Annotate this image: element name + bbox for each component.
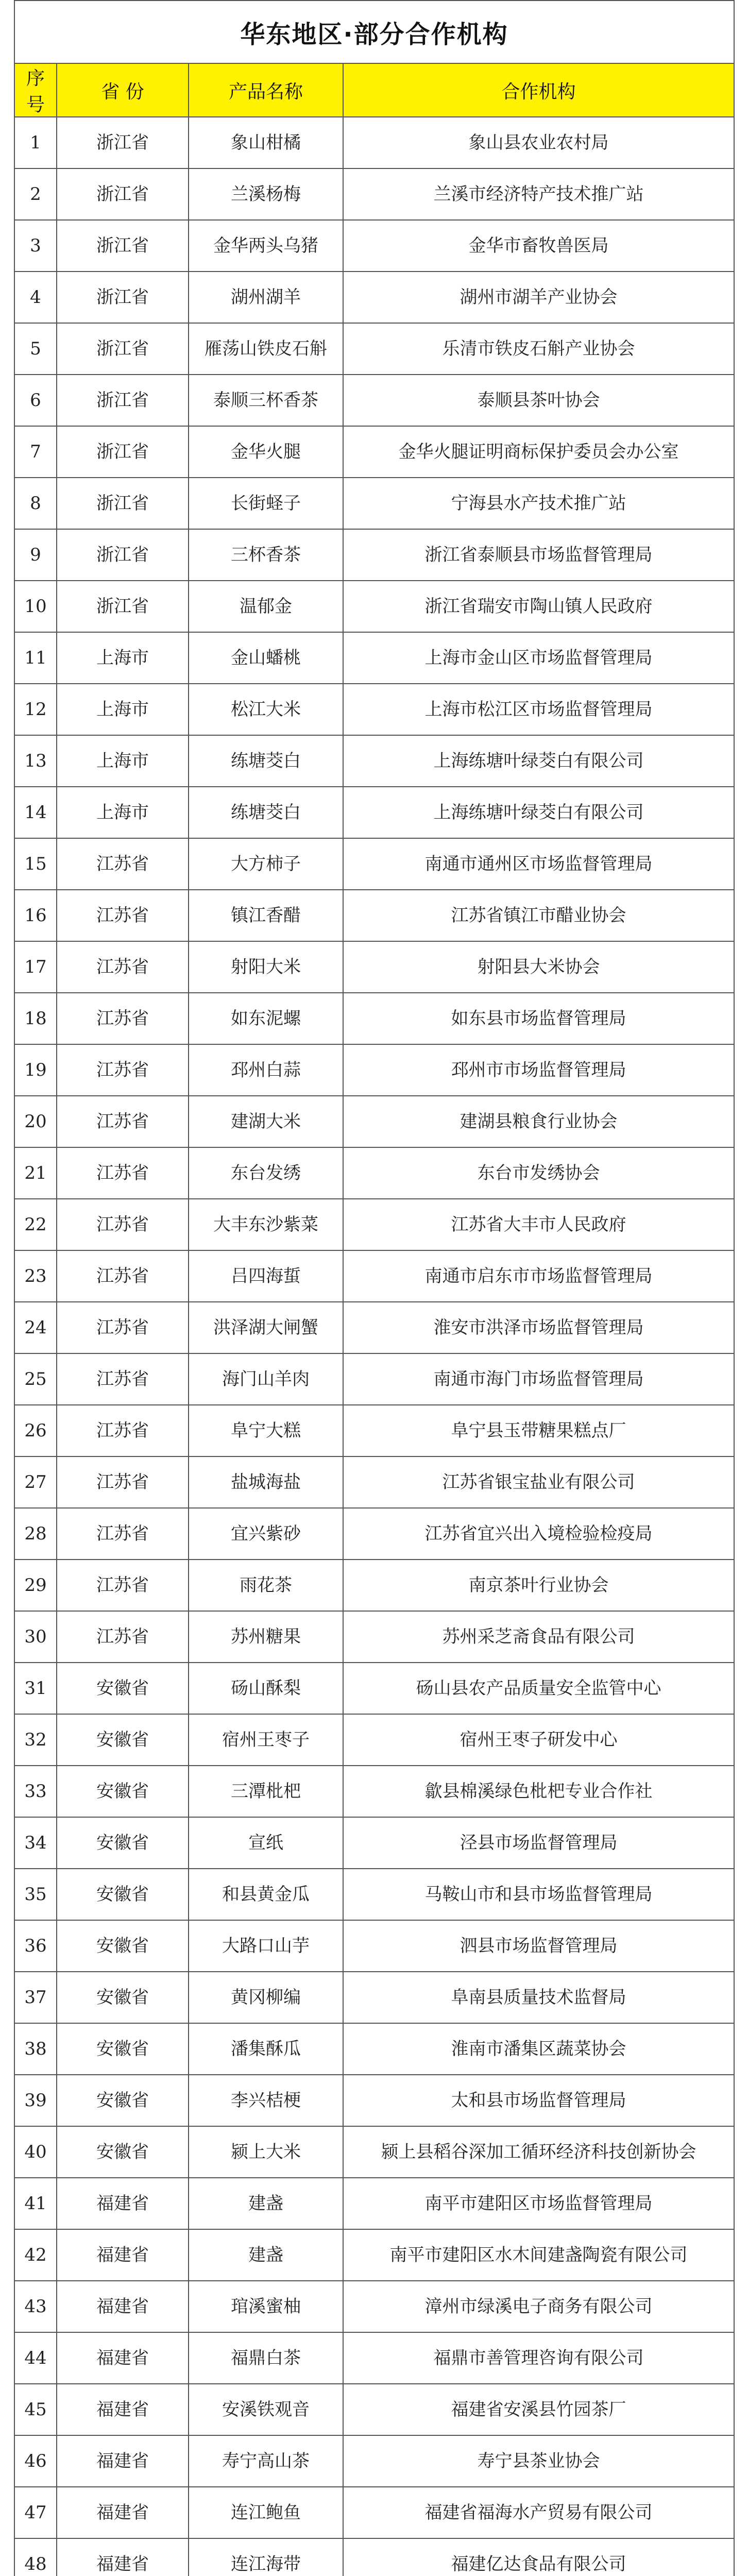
row-index: 3 <box>14 220 57 272</box>
table-row <box>14 1405 734 1456</box>
row-index: 10 <box>14 581 57 632</box>
row-index: 44 <box>14 2332 57 2384</box>
row-org: 宁海县水产技术推广站 <box>343 478 734 529</box>
row-index: 45 <box>14 2384 57 2435</box>
row-index: 48 <box>14 2538 57 2576</box>
row-product: 吕四海蜇 <box>189 1250 343 1302</box>
row-province: 安徽省 <box>57 2126 189 2178</box>
row-index: 20 <box>14 1096 57 1147</box>
row-org: 阜南县质量技术监督局 <box>343 1972 734 2023</box>
header-index: 序号 <box>14 63 57 117</box>
row-org: 上海练塘叶绿茭白有限公司 <box>343 787 734 838</box>
row-org: 淮南市潘集区蔬菜协会 <box>343 2023 734 2075</box>
table-row <box>14 2229 734 2281</box>
row-index: 5 <box>14 323 57 375</box>
row-index: 37 <box>14 1972 57 2023</box>
row-index: 17 <box>14 941 57 993</box>
row-product: 三杯香茶 <box>189 529 343 581</box>
row-org: 太和县市场监督管理局 <box>343 2075 734 2126</box>
row-index: 27 <box>14 1456 57 1508</box>
row-org: 南平市建阳区市场监督管理局 <box>343 2178 734 2229</box>
row-org: 福建省福海水产贸易有限公司 <box>343 2487 734 2538</box>
row-province: 江苏省 <box>57 890 189 941</box>
row-index: 8 <box>14 478 57 529</box>
row-org: 砀山县农产品质量安全监管中心 <box>343 1663 734 1714</box>
row-org: 宿州王枣子研发中心 <box>343 1714 734 1766</box>
row-org: 南京茶叶行业协会 <box>343 1560 734 1611</box>
row-province: 安徽省 <box>57 2075 189 2126</box>
row-org: 南通市通州区市场监督管理局 <box>343 838 734 890</box>
row-province: 浙江省 <box>57 529 189 581</box>
row-product: 洪泽湖大闸蟹 <box>189 1302 343 1353</box>
row-province: 上海市 <box>57 632 189 684</box>
table-row <box>14 1044 734 1096</box>
table-row <box>14 323 734 375</box>
row-index: 13 <box>14 735 57 787</box>
table-row <box>14 117 734 168</box>
row-province: 江苏省 <box>57 1353 189 1405</box>
row-province: 上海市 <box>57 735 189 787</box>
table-row <box>14 2538 734 2576</box>
row-product: 和县黄金瓜 <box>189 1869 343 1920</box>
row-index: 23 <box>14 1250 57 1302</box>
row-product: 建盏 <box>189 2178 343 2229</box>
row-product: 练塘茭白 <box>189 787 343 838</box>
row-product: 盐城海盐 <box>189 1456 343 1508</box>
row-org: 江苏省银宝盐业有限公司 <box>343 1456 734 1508</box>
row-org: 马鞍山市和县市场监督管理局 <box>343 1869 734 1920</box>
row-product: 金山蟠桃 <box>189 632 343 684</box>
row-product: 金华两头乌猪 <box>189 220 343 272</box>
row-index: 26 <box>14 1405 57 1456</box>
row-index: 32 <box>14 1714 57 1766</box>
header-province: 省 份 <box>57 63 189 117</box>
table-row <box>14 1817 734 1869</box>
table-row <box>14 2384 734 2435</box>
row-org: 兰溪市经济特产技术推广站 <box>343 168 734 220</box>
row-org: 漳州市绿溪电子商务有限公司 <box>343 2281 734 2332</box>
row-product: 李兴桔梗 <box>189 2075 343 2126</box>
table-row <box>14 220 734 272</box>
row-org: 湖州市湖羊产业协会 <box>343 272 734 323</box>
row-org: 射阳县大米协会 <box>343 941 734 993</box>
header-product: 产品名称 <box>189 63 343 117</box>
row-product: 雁荡山铁皮石斛 <box>189 323 343 375</box>
row-product: 练塘茭白 <box>189 735 343 787</box>
row-org: 上海市金山区市场监督管理局 <box>343 632 734 684</box>
row-org: 南通市海门市场监督管理局 <box>343 1353 734 1405</box>
row-org: 象山县农业农村局 <box>343 117 734 168</box>
row-index: 2 <box>14 168 57 220</box>
row-org: 江苏省宜兴出入境检验检疫局 <box>343 1508 734 1560</box>
row-org: 江苏省镇江市醋业协会 <box>343 890 734 941</box>
table-row <box>14 1560 734 1611</box>
table-row <box>14 2075 734 2126</box>
row-index: 4 <box>14 272 57 323</box>
row-index: 1 <box>14 117 57 168</box>
row-province: 上海市 <box>57 787 189 838</box>
table-row <box>14 890 734 941</box>
row-product: 如东泥螺 <box>189 993 343 1044</box>
row-index: 30 <box>14 1611 57 1663</box>
row-index: 33 <box>14 1766 57 1817</box>
header-org: 合作机构 <box>343 63 734 117</box>
row-province: 浙江省 <box>57 168 189 220</box>
table-row <box>14 2281 734 2332</box>
row-org: 泗县市场监督管理局 <box>343 1920 734 1972</box>
row-product: 三潭枇杷 <box>189 1766 343 1817</box>
row-index: 7 <box>14 426 57 478</box>
row-province: 浙江省 <box>57 581 189 632</box>
row-product: 邳州白蒜 <box>189 1044 343 1096</box>
row-index: 25 <box>14 1353 57 1405</box>
row-province: 安徽省 <box>57 1869 189 1920</box>
row-org: 颍上县稻谷深加工循环经济科技创新协会 <box>343 2126 734 2178</box>
row-product: 潘集酥瓜 <box>189 2023 343 2075</box>
table-row <box>14 478 734 529</box>
row-index: 35 <box>14 1869 57 1920</box>
row-index: 36 <box>14 1920 57 1972</box>
row-product: 宜兴紫砂 <box>189 1508 343 1560</box>
table-row <box>14 941 734 993</box>
table-row <box>14 529 734 581</box>
row-org: 歙县棉溪绿色枇杷专业合作社 <box>343 1766 734 1817</box>
row-index: 9 <box>14 529 57 581</box>
row-province: 浙江省 <box>57 478 189 529</box>
row-product: 建湖大米 <box>189 1096 343 1147</box>
row-index: 15 <box>14 838 57 890</box>
row-org: 阜宁县玉带糖果糕点厂 <box>343 1405 734 1456</box>
table-row <box>14 426 734 478</box>
row-product: 镇江香醋 <box>189 890 343 941</box>
row-province: 福建省 <box>57 2384 189 2435</box>
table-row <box>14 2126 734 2178</box>
row-org: 泰顺县茶叶协会 <box>343 375 734 426</box>
table-row <box>14 1353 734 1405</box>
row-province: 福建省 <box>57 2538 189 2576</box>
row-province: 浙江省 <box>57 117 189 168</box>
row-province: 福建省 <box>57 2435 189 2487</box>
row-product: 黄冈柳编 <box>189 1972 343 2023</box>
row-product: 泰顺三杯香茶 <box>189 375 343 426</box>
row-index: 42 <box>14 2229 57 2281</box>
table-row <box>14 2332 734 2384</box>
row-province: 江苏省 <box>57 1508 189 1560</box>
row-product: 宣纸 <box>189 1817 343 1869</box>
row-product: 连江海带 <box>189 2538 343 2576</box>
row-org: 福建亿达食品有限公司 <box>343 2538 734 2576</box>
row-index: 38 <box>14 2023 57 2075</box>
row-org: 上海市松江区市场监督管理局 <box>343 684 734 735</box>
table-row <box>14 787 734 838</box>
row-product: 射阳大米 <box>189 941 343 993</box>
row-index: 40 <box>14 2126 57 2178</box>
row-index: 43 <box>14 2281 57 2332</box>
row-org: 苏州采芝斋食品有限公司 <box>343 1611 734 1663</box>
table-row <box>14 1766 734 1817</box>
row-index: 18 <box>14 993 57 1044</box>
row-index: 34 <box>14 1817 57 1869</box>
table-row <box>14 1508 734 1560</box>
row-org: 建湖县粮食行业协会 <box>343 1096 734 1147</box>
row-org: 福鼎市善管理咨询有限公司 <box>343 2332 734 2384</box>
table-row <box>14 993 734 1044</box>
row-product: 安溪铁观音 <box>189 2384 343 2435</box>
row-province: 江苏省 <box>57 1044 189 1096</box>
table-row <box>14 735 734 787</box>
row-index: 14 <box>14 787 57 838</box>
row-org: 淮安市洪泽市场监督管理局 <box>343 1302 734 1353</box>
row-product: 苏州糖果 <box>189 1611 343 1663</box>
row-product: 建盏 <box>189 2229 343 2281</box>
row-product: 温郁金 <box>189 581 343 632</box>
row-product: 大丰东沙紫菜 <box>189 1199 343 1250</box>
row-product: 大路口山芋 <box>189 1920 343 1972</box>
row-org: 泾县市场监督管理局 <box>343 1817 734 1869</box>
row-product: 寿宁高山茶 <box>189 2435 343 2487</box>
row-product: 阜宁大糕 <box>189 1405 343 1456</box>
row-product: 兰溪杨梅 <box>189 168 343 220</box>
table-row <box>14 684 734 735</box>
row-province: 浙江省 <box>57 272 189 323</box>
table-row <box>14 2178 734 2229</box>
title-row <box>14 1 734 63</box>
row-province: 江苏省 <box>57 1456 189 1508</box>
row-province: 浙江省 <box>57 220 189 272</box>
row-province: 安徽省 <box>57 1972 189 2023</box>
row-org: 邳州市市场监督管理局 <box>343 1044 734 1096</box>
table-row <box>14 1199 734 1250</box>
row-product: 连江鲍鱼 <box>189 2487 343 2538</box>
row-province: 安徽省 <box>57 2023 189 2075</box>
row-product: 雨花茶 <box>189 1560 343 1611</box>
table-row <box>14 1302 734 1353</box>
row-product: 象山柑橘 <box>189 117 343 168</box>
row-province: 江苏省 <box>57 1405 189 1456</box>
row-org: 东台市发绣协会 <box>343 1147 734 1199</box>
row-index: 16 <box>14 890 57 941</box>
header-row <box>14 63 734 117</box>
row-province: 江苏省 <box>57 941 189 993</box>
row-province: 福建省 <box>57 2178 189 2229</box>
partner-table <box>14 0 735 2576</box>
table-row <box>14 1456 734 1508</box>
table-row <box>14 272 734 323</box>
row-product: 砀山酥梨 <box>189 1663 343 1714</box>
row-province: 安徽省 <box>57 1920 189 1972</box>
table-row <box>14 2435 734 2487</box>
row-index: 47 <box>14 2487 57 2538</box>
row-org: 浙江省瑞安市陶山镇人民政府 <box>343 581 734 632</box>
row-product: 长街蛏子 <box>189 478 343 529</box>
row-org: 南平市建阳区水木间建盏陶瓷有限公司 <box>343 2229 734 2281</box>
row-province: 浙江省 <box>57 323 189 375</box>
row-province: 安徽省 <box>57 1714 189 1766</box>
row-product: 金华火腿 <box>189 426 343 478</box>
row-product: 琯溪蜜柚 <box>189 2281 343 2332</box>
table-row <box>14 2023 734 2075</box>
row-org: 金华火腿证明商标保护委员会办公室 <box>343 426 734 478</box>
row-product: 松江大米 <box>189 684 343 735</box>
row-province: 安徽省 <box>57 1766 189 1817</box>
row-org: 寿宁县茶业协会 <box>343 2435 734 2487</box>
row-org: 如东县市场监督管理局 <box>343 993 734 1044</box>
row-index: 12 <box>14 684 57 735</box>
row-product: 东台发绣 <box>189 1147 343 1199</box>
row-province: 福建省 <box>57 2487 189 2538</box>
row-index: 24 <box>14 1302 57 1353</box>
row-province: 江苏省 <box>57 1147 189 1199</box>
table-row <box>14 1611 734 1663</box>
row-province: 福建省 <box>57 2332 189 2384</box>
table-row <box>14 375 734 426</box>
row-province: 安徽省 <box>57 1817 189 1869</box>
table-title: 华东地区·部分合作机构 <box>14 1 734 63</box>
table-row <box>14 168 734 220</box>
row-index: 22 <box>14 1199 57 1250</box>
row-province: 江苏省 <box>57 993 189 1044</box>
table-row <box>14 2487 734 2538</box>
row-product: 海门山羊肉 <box>189 1353 343 1405</box>
row-org: 金华市畜牧兽医局 <box>343 220 734 272</box>
row-product: 福鼎白茶 <box>189 2332 343 2384</box>
row-org: 乐清市铁皮石斛产业协会 <box>343 323 734 375</box>
row-province: 浙江省 <box>57 426 189 478</box>
row-province: 江苏省 <box>57 1096 189 1147</box>
row-province: 江苏省 <box>57 1611 189 1663</box>
row-product: 湖州湖羊 <box>189 272 343 323</box>
row-province: 江苏省 <box>57 1199 189 1250</box>
row-province: 江苏省 <box>57 1560 189 1611</box>
row-province: 安徽省 <box>57 1663 189 1714</box>
row-province: 江苏省 <box>57 1250 189 1302</box>
partner-table-sheet <box>14 0 734 2576</box>
row-product: 宿州王枣子 <box>189 1714 343 1766</box>
table-row <box>14 581 734 632</box>
table-row <box>14 1972 734 2023</box>
row-index: 46 <box>14 2435 57 2487</box>
row-province: 福建省 <box>57 2281 189 2332</box>
row-province: 福建省 <box>57 2229 189 2281</box>
row-province: 江苏省 <box>57 838 189 890</box>
row-province: 浙江省 <box>57 375 189 426</box>
row-index: 39 <box>14 2075 57 2126</box>
table-row <box>14 632 734 684</box>
table-row <box>14 838 734 890</box>
row-index: 28 <box>14 1508 57 1560</box>
row-product: 颍上大米 <box>189 2126 343 2178</box>
table-row <box>14 1096 734 1147</box>
row-index: 41 <box>14 2178 57 2229</box>
table-row <box>14 1250 734 1302</box>
row-org: 江苏省大丰市人民政府 <box>343 1199 734 1250</box>
table-row <box>14 1920 734 1972</box>
row-product: 大方柿子 <box>189 838 343 890</box>
row-org: 浙江省泰顺县市场监督管理局 <box>343 529 734 581</box>
row-index: 19 <box>14 1044 57 1096</box>
row-index: 31 <box>14 1663 57 1714</box>
row-org: 南通市启东市市场监督管理局 <box>343 1250 734 1302</box>
row-org: 福建省安溪县竹园茶厂 <box>343 2384 734 2435</box>
row-index: 29 <box>14 1560 57 1611</box>
table-row <box>14 1714 734 1766</box>
table-row <box>14 1663 734 1714</box>
row-index: 11 <box>14 632 57 684</box>
table-row <box>14 1869 734 1920</box>
row-province: 上海市 <box>57 684 189 735</box>
row-province: 江苏省 <box>57 1302 189 1353</box>
table-row <box>14 1147 734 1199</box>
row-org: 上海练塘叶绿茭白有限公司 <box>343 735 734 787</box>
row-index: 21 <box>14 1147 57 1199</box>
row-index: 6 <box>14 375 57 426</box>
